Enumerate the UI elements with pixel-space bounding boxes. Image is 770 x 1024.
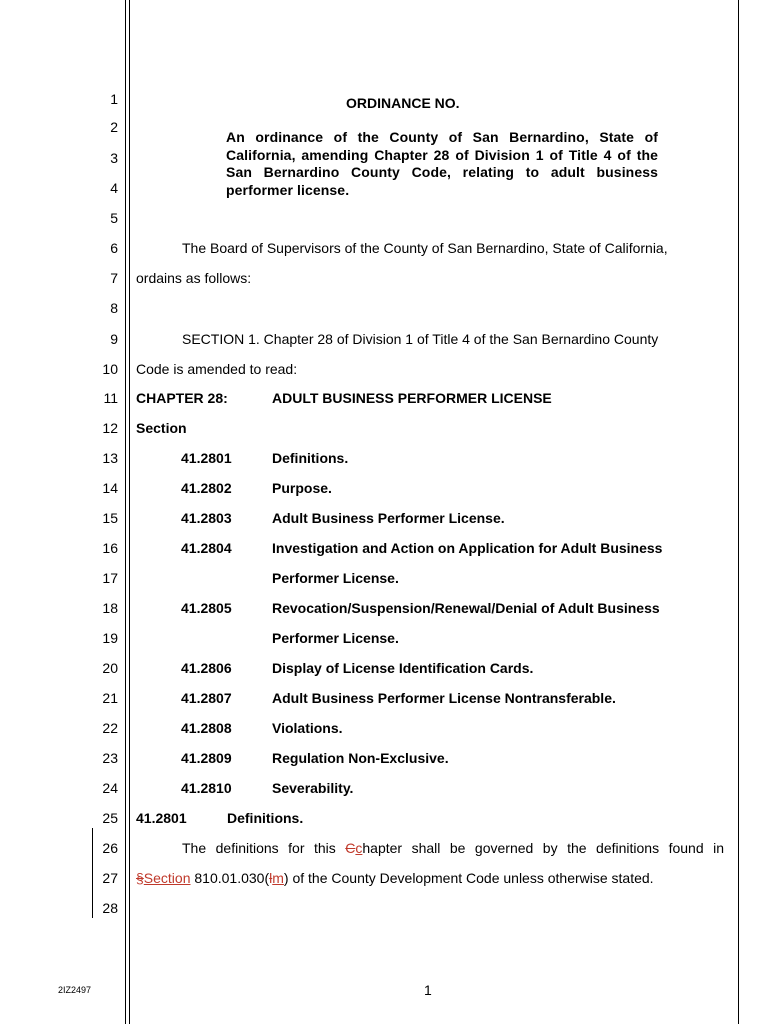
definitions-text-line-2 (136, 870, 654, 886)
line-number: 11 (103, 390, 118, 406)
line-number: 6 (110, 240, 118, 256)
chapter-label: CHAPTER 28: (136, 390, 228, 406)
toc-number: 41.2805 (181, 600, 232, 616)
toc-number: 41.2806 (181, 660, 232, 676)
inserted-text: m (272, 870, 284, 886)
line-number: 3 (110, 150, 118, 166)
enacting-clause-line-1: The Board of Supervisors of the County of San Bernardino, State of California, (182, 240, 668, 256)
line-number: 5 (110, 210, 118, 226)
section1-line-1: SECTION 1. Chapter 28 of Division 1 of Title 4 of the San Bernardino County (182, 331, 659, 347)
line-number: 10 (102, 361, 118, 377)
definitions-heading: Definitions. (227, 810, 304, 826)
enacting-clause-line-2: ordains as follows: (136, 270, 252, 286)
line-number: 25 (102, 810, 118, 826)
toc-title: Investigation and Action on Application for Adult Business (272, 540, 663, 556)
line-number: 26 (102, 840, 118, 856)
line-number: 21 (102, 690, 118, 706)
toc-title: Regulation Non-Exclusive. (272, 750, 449, 766)
document-id: 2IZ2497 (58, 985, 92, 995)
line-number: 18 (102, 600, 118, 616)
toc-number: 41.2801 (181, 450, 232, 466)
toc-number: 41.2802 (181, 480, 232, 496)
line-number: 4 (110, 180, 118, 196)
line-number: 12 (102, 420, 118, 436)
definitions-number: 41.2801 (136, 810, 187, 826)
toc-title: Severability. (272, 780, 354, 796)
line-number: 27 (102, 870, 118, 886)
definitions-text-line-1 (182, 840, 724, 856)
toc-number: 41.2808 (181, 720, 232, 736)
line-number: 22 (102, 720, 118, 736)
toc-number: 41.2803 (181, 510, 232, 526)
line-number: 8 (110, 300, 118, 316)
deleted-text: l (269, 870, 273, 886)
toc-title: Adult Business Performer License Nontransferable. (272, 690, 616, 706)
chapter-title: ADULT BUSINESS PERFORMER LICENSE (272, 390, 552, 406)
page-number: 1 (424, 982, 432, 998)
line-number: 14 (102, 480, 118, 496)
left-margin-rule-1 (125, 0, 126, 1024)
line-number: 7 (110, 270, 118, 286)
toc-number: 41.2810 (181, 780, 232, 796)
toc-title: Adult Business Performer License. (272, 510, 505, 526)
section-heading: Section (136, 420, 187, 436)
text-run: ) of the County Development Code unless otherwise stated. (283, 870, 654, 886)
inserted-text: Section (143, 870, 191, 886)
line-number: 2 (110, 119, 118, 135)
line-number: 13 (102, 450, 118, 466)
toc-title-continued: Performer License. (272, 630, 399, 646)
toc-title: Purpose. (272, 480, 332, 496)
ordinance-title: ORDINANCE NO. (346, 95, 460, 111)
line-number: 23 (102, 750, 118, 766)
toc-number: 41.2809 (181, 750, 232, 766)
line-number: 16 (102, 540, 118, 556)
toc-title: Definitions. (272, 450, 349, 466)
toc-number: 41.2804 (181, 540, 232, 556)
line-number: 1 (110, 91, 118, 107)
line-number: 20 (102, 660, 118, 676)
section1-line-2: Code is amended to read: (136, 361, 298, 377)
text-run: hapter shall be governed by the definitions found in (362, 840, 724, 856)
inserted-text: c (355, 840, 363, 856)
line-number: 28 (102, 900, 118, 916)
line-number: 24 (102, 780, 118, 796)
text-run: The definitions for this (182, 840, 346, 856)
deleted-text: C (345, 840, 356, 856)
toc-title: Violations. (272, 720, 343, 736)
toc-title: Display of License Identification Cards. (272, 660, 534, 676)
right-margin-rule (738, 0, 739, 1024)
line-number: 15 (102, 510, 118, 526)
left-margin-rule-2 (129, 0, 130, 1024)
toc-title-continued: Performer License. (272, 570, 399, 586)
line-number: 17 (102, 570, 118, 586)
toc-title: Revocation/Suspension/Renewal/Denial of Adult Business (272, 600, 660, 616)
toc-number: 41.2807 (181, 690, 232, 706)
text-run: 810.01.030( (190, 870, 270, 886)
line-number: 9 (110, 331, 118, 347)
line-number: 19 (102, 630, 118, 646)
ordinance-abstract: An ordinance of the County of San Bernardino, State of California, amending Chapter 28 of Division 1 of Title 4 of the San Bernardino County Code, relating to adult business performer license. (226, 129, 658, 199)
deleted-text: § (136, 870, 144, 886)
